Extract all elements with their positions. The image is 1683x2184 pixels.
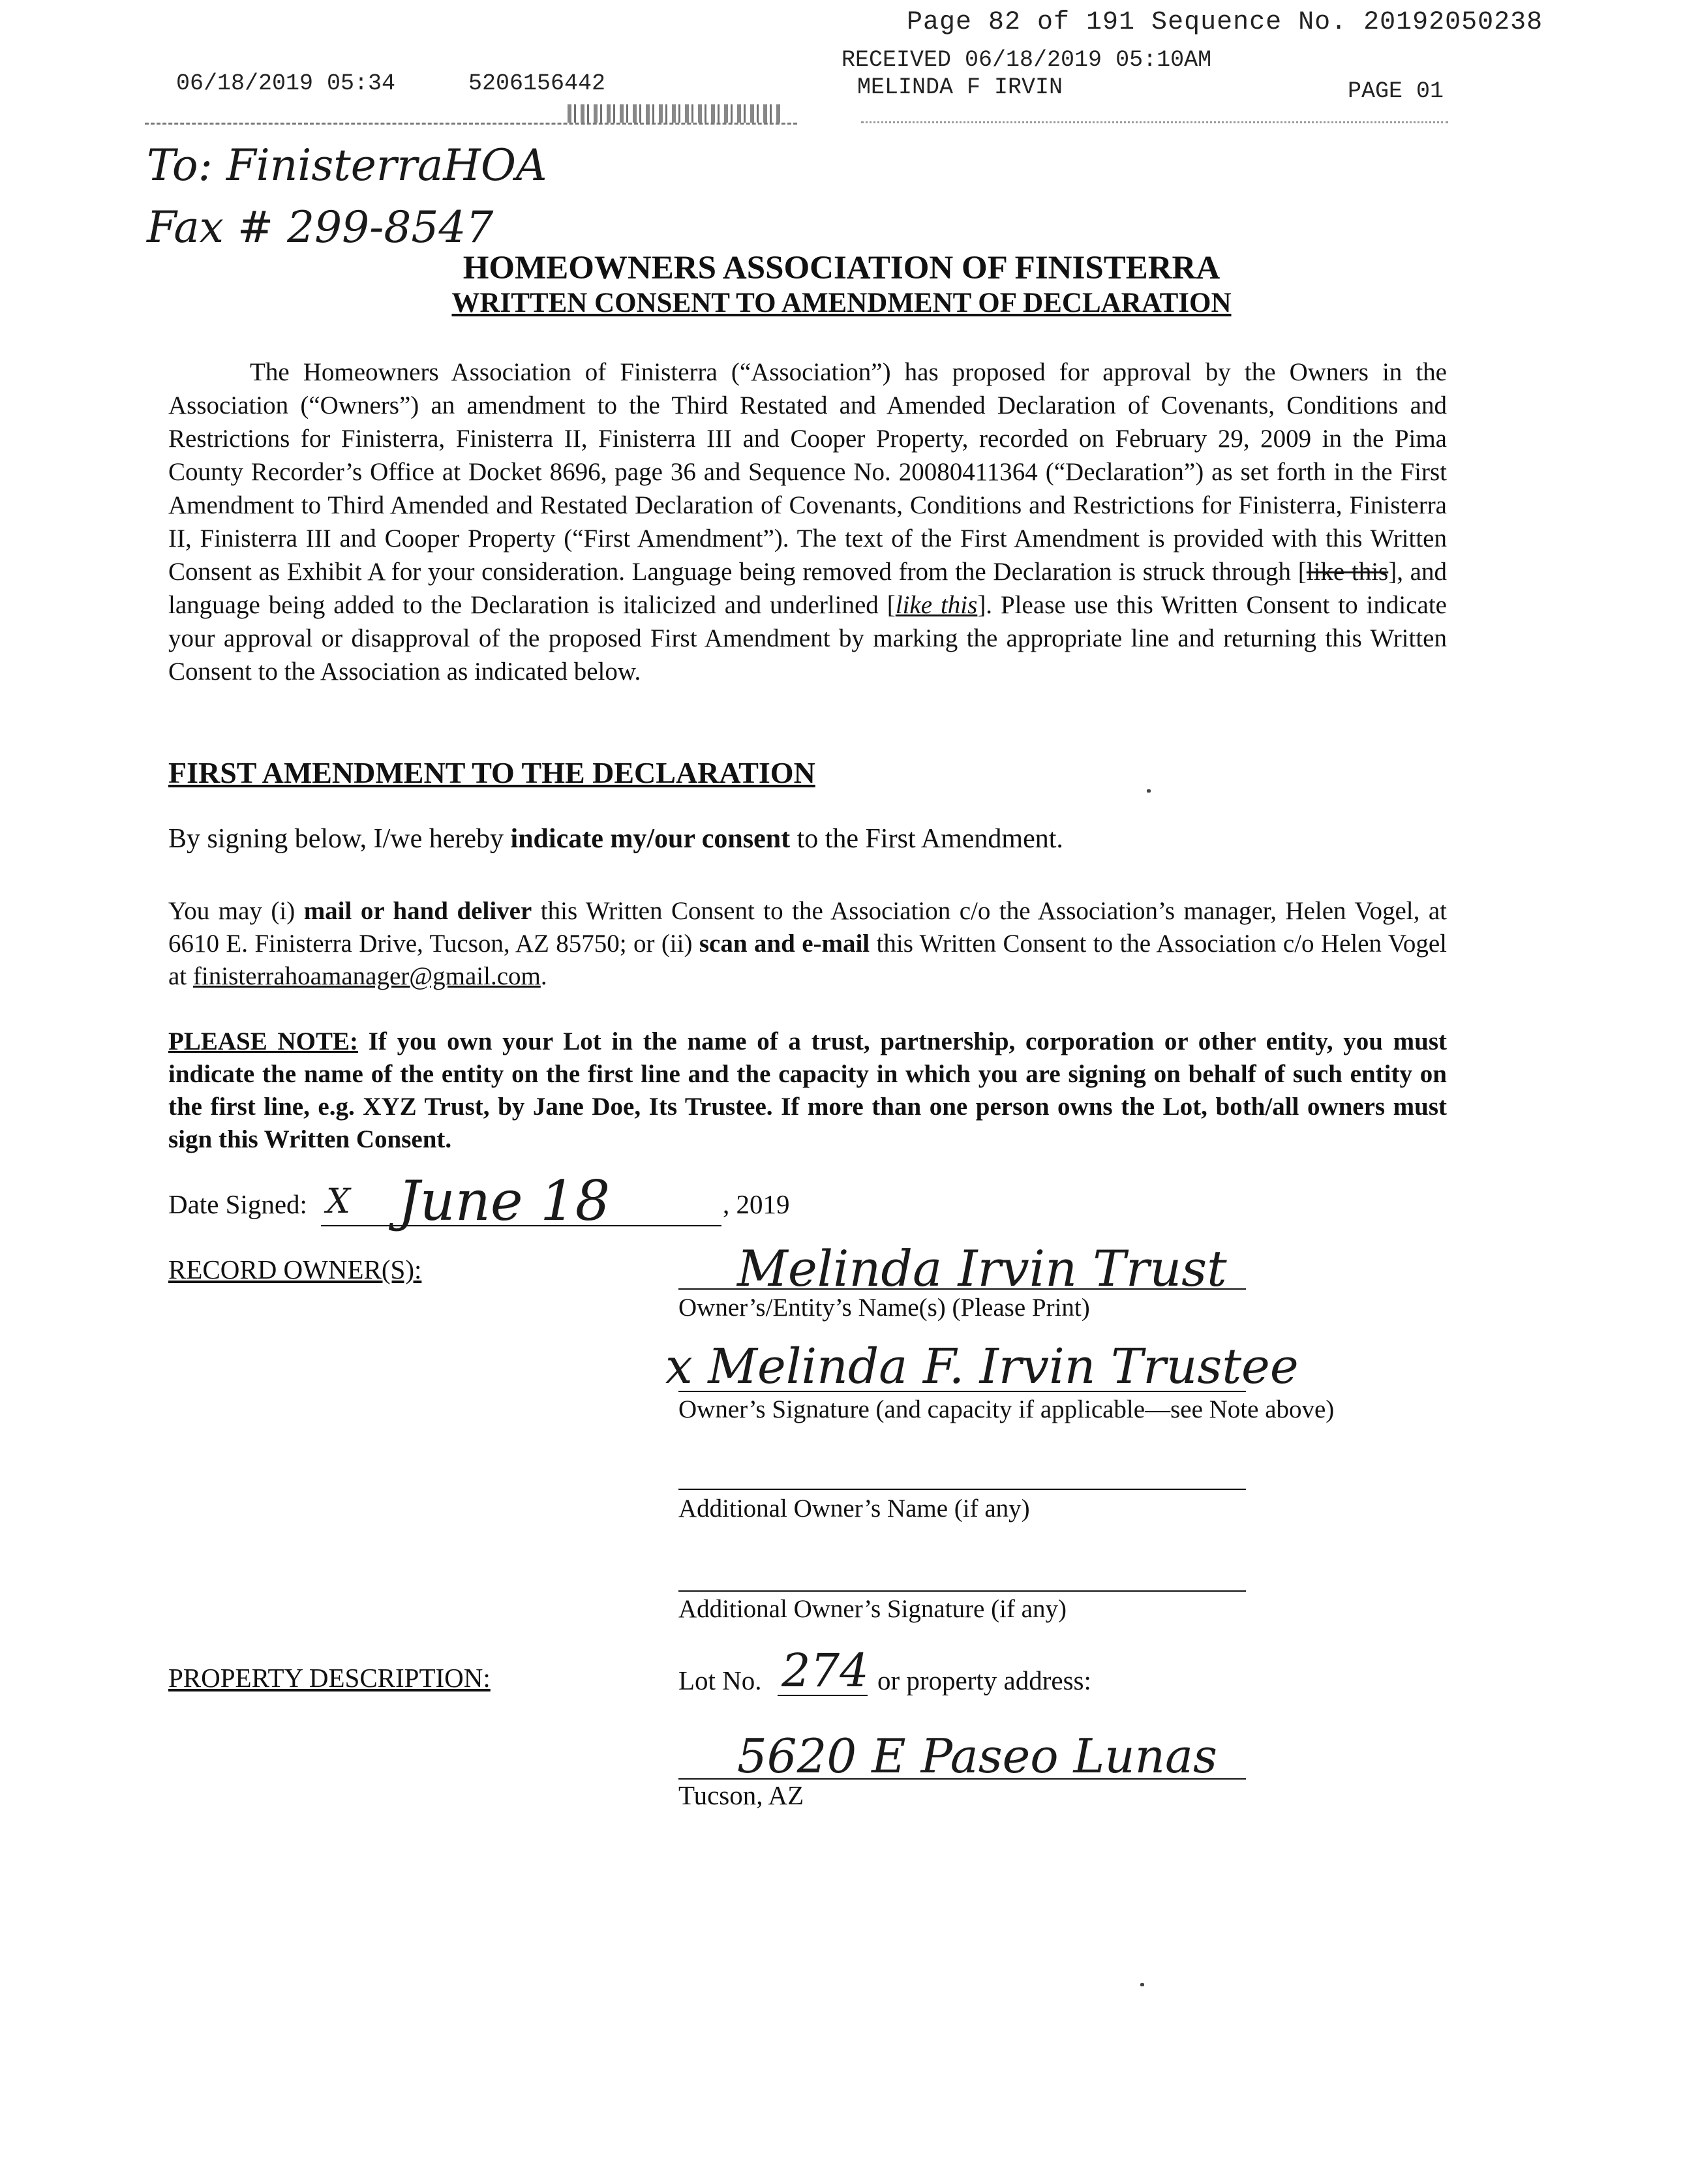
additional-owner-signature-caption: Additional Owner’s Signature (if any) (678, 1595, 1067, 1623)
property-description-label: PROPERTY DESCRIPTION: (168, 1663, 491, 1693)
fax-datetime: 06/18/2019 05:34 (176, 70, 396, 97)
additional-owner-name-line[interactable] (678, 1489, 1246, 1490)
handwritten-to: To: FinisterraHOA (147, 140, 547, 190)
please-note (168, 1025, 1447, 1156)
please-note-label: PLEASE NOTE: (168, 1027, 358, 1055)
owner-name-caption: Owner’s/Entity’s Name(s) (Please Print) (678, 1294, 1090, 1322)
record-owner-label: RECORD OWNER(S): (168, 1254, 422, 1284)
date-signed-value[interactable]: June 18 (398, 1169, 611, 1233)
manager-email-link[interactable]: finisterrahoamanager@gmail.com (192, 962, 541, 990)
additional-owner-name-caption: Additional Owner’s Name (if any) (678, 1494, 1030, 1523)
fax-header-rule (145, 123, 797, 125)
fax-page-sequence: Page 82 of 191 Sequence No. 20192050238 (907, 8, 1543, 37)
handwritten-fax-number: Fax # 299-8547 (147, 202, 494, 252)
date-signed-label: Date Signed: (168, 1189, 307, 1219)
owner-name-line (678, 1288, 1246, 1290)
instr-b1: mail or hand deliver (303, 897, 532, 925)
document-subtitle: WRITTEN CONSENT TO AMENDMENT OF DECLARATION (451, 288, 1232, 318)
lot-number-field[interactable]: 274 (781, 1644, 869, 1697)
fax-received-name: MELINDA F IRVIN (857, 74, 1063, 100)
owner-signature-field[interactable]: x Melinda F. Irvin Trustee (665, 1339, 1299, 1395)
consent-after: to the First Amendment. (790, 824, 1063, 854)
owner-name-field[interactable]: Melinda Irvin Trust (737, 1239, 1227, 1297)
intro-part2: ], and language being added to the Declaration is italicized and underlined [ (168, 558, 1447, 619)
fax-page-number: PAGE 01 (1348, 78, 1444, 104)
section-title: FIRST AMENDMENT TO THE DECLARATION (168, 756, 815, 789)
intro-part3: ]. Please use this Written Consent to indicate your approval or disapproval of the proposed First Amendment by marking the appropriate line and returning this Written Consent to the Association as indicated below. (168, 591, 1447, 686)
intro-paragraph (168, 356, 1447, 688)
property-address-label: or property address: (877, 1665, 1091, 1695)
document-title: HOMEOWNERS ASSOCIATION OF FINISTERRA (462, 250, 1221, 286)
owner-signature-line (678, 1391, 1246, 1392)
date-signed-year: , 2019 (723, 1189, 790, 1219)
delivery-instructions (168, 895, 1447, 993)
fax-header-noise (568, 104, 783, 123)
please-note-text: If you own your Lot in the name of a trust, partnership, corporation or other entity, you must indicate the name of the entity on the first line and the capacity in which you are signing on behalf of such entity on the first line, e.g. XYZ Trust, by Jane Doe, Its Trustee. If more than one person owns the Lot, both/all owners must sign this Written Consent. (168, 1027, 1447, 1153)
property-city: Tucson, AZ (678, 1780, 804, 1810)
intro-part1: The Homeowners Association of Finisterra (“Association”) has proposed for approval by the Owners in the Association (“Owners”) an amendment to the Third Restated and Amended Declaration of Covenants, Conditions and Restrictions for Finisterra, Finisterra II, Finisterra III and Cooper Property, recorded on February 29, 2009 in the Pima County Recorder’s Office at Docket 8696, page 36 and Sequence No. 20080411364 (“Declaration”) as set forth in the First Amendment to Third Amended and Restated Declaration of Covenants, Conditions and Restrictions for Finisterra, Finisterra II, Finisterra III and Cooper Property (“First Amendment”). The text of the First Amendment is provided with this Written Consent as Exhibit A for your consideration. Language being removed from the Declaration is struck through [ (168, 358, 1447, 586)
consent-before: By signing below, I/we hereby (168, 824, 511, 854)
instr-t3: this Written Consent to the Association c/o Helen Vogel at (168, 930, 1447, 990)
instr-t2: this Written Consent to the Association c/o the Association’s manager, Helen Vogel, at 6610 E. Finisterra Drive, Tucson, AZ 85750; or (ii) (168, 897, 1448, 958)
fax-number: 5206156442 (468, 70, 606, 97)
lot-number-label: Lot No. (678, 1665, 762, 1695)
owner-signature-caption: Owner’s Signature (and capacity if applicable—see Note above) (678, 1395, 1335, 1423)
date-signed-mark: X (326, 1182, 351, 1221)
fax-header-rule-right (861, 121, 1448, 123)
instr-b2: scan and e-mail (699, 930, 870, 958)
lot-number-line (778, 1695, 868, 1696)
fax-received: RECEIVED 06/18/2019 05:10AM (842, 47, 1212, 73)
property-address-field[interactable]: 5620 E Paseo Lunas (737, 1729, 1217, 1783)
additional-owner-signature-line[interactable] (678, 1590, 1246, 1592)
instr-t4: . (540, 962, 547, 990)
strike-example: like this (1306, 558, 1389, 586)
consent-bold: indicate my/our consent (510, 824, 791, 854)
instr-t1: You may (i) (168, 897, 304, 925)
scan-speck (1147, 789, 1151, 793)
consent-statement (168, 823, 1063, 855)
scan-speck (1140, 1983, 1144, 1986)
italic-example: like this (895, 591, 978, 619)
